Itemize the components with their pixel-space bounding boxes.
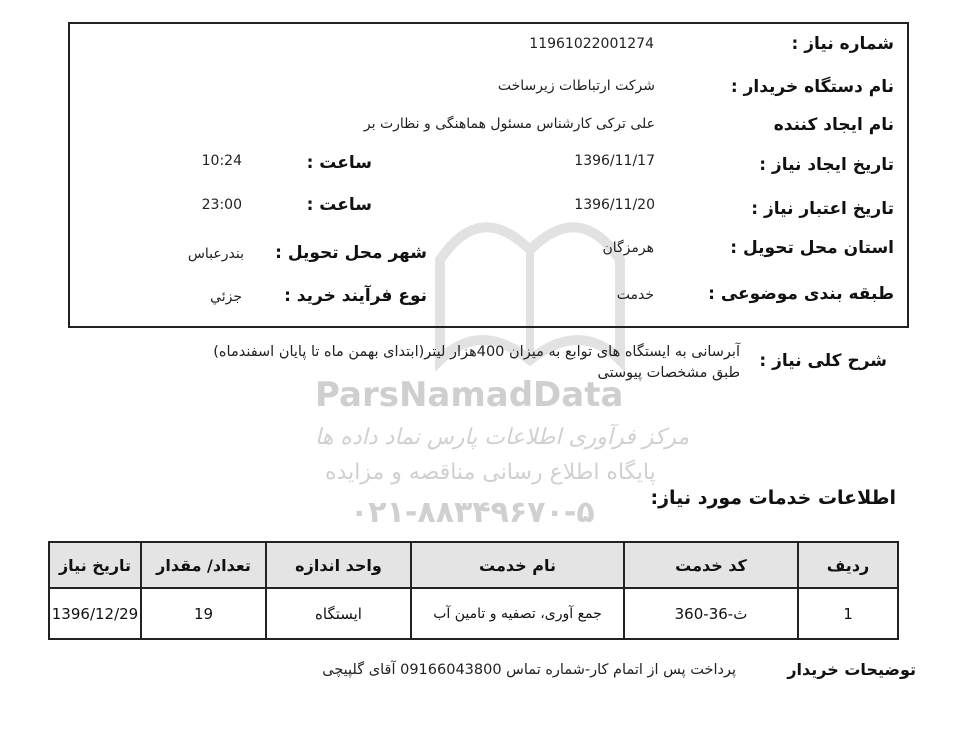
description-line2: طبق مشخصات پیوستی [597,365,740,381]
city-label: شهر محل تحویل : [275,243,427,263]
col-unit: واحد اندازه [266,542,411,588]
services-header-row [49,542,898,588]
cell-unit: ایستگاه [266,588,411,639]
buyer-notes-text: پرداخت پس از اتمام کار-شماره تماس 09166043800 آقای گلپیچی [322,662,736,678]
purchase-type-label: نوع فرآیند خرید : [284,286,427,306]
valid-date-value: 1396/11/20 [574,197,655,213]
need-number-label: شماره نیاز : [791,34,894,54]
created-time-label: ساعت : [306,153,372,173]
col-row-number: ردیف [798,542,898,588]
created-date-value: 1396/11/17 [574,153,655,169]
need-number-value: 11961022001274 [529,36,654,52]
col-need-date: تاریخ نیاز [49,542,141,588]
description-label: شرح کلی نیاز : [759,351,887,371]
created-time-value: 10:24 [201,153,242,169]
table-row [49,588,898,639]
watermark-brand: ParsNamadData [315,375,624,415]
valid-time-label: ساعت : [306,195,372,215]
province-label: استان محل تحویل : [730,238,894,258]
city-value: بندرعباس [187,246,244,262]
cell-row-number: 1 [798,588,898,639]
cell-quantity: 19 [141,588,266,639]
description-line1: آبرسانی به ایستگاه های توابع به میزان 400هزار لیتر(ابتدای بهمن ماه تا پایان اسفندماه) [213,344,740,360]
col-service-code: کد خدمت [624,542,798,588]
need-info-box [68,22,909,328]
watermark-line1: مرکز فرآوری اطلاعات پارس نماد داده ها [315,425,690,450]
province-value: هرمزگان [602,240,654,256]
category-label: طبقه بندی موضوعی : [708,284,894,304]
services-table [48,541,899,640]
buyer-org-value: شرکت ارتباطات زیرساخت [497,78,655,94]
creator-label: نام ایجاد کننده [773,115,894,135]
services-title: اطلاعات خدمات مورد نیاز: [650,487,896,509]
buyer-notes-label: توضیحات خریدار [787,660,916,679]
watermark-line2: پایگاه اطلاع رسانی مناقصه و مزایده [325,460,656,485]
col-service-name: نام خدمت [411,542,624,588]
creator-value: علی ترکی کارشناس مسئول هماهنگی و نظارت بر [363,116,655,132]
buyer-org-label: نام دستگاه خریدار : [730,77,894,97]
purchase-type-value: جزئي [210,289,242,305]
created-date-label: تاریخ ایجاد نیاز : [759,155,894,175]
valid-time-value: 23:00 [201,197,242,213]
valid-date-label: تاریخ اعتبار نیاز : [751,199,894,219]
cell-service-name: جمع آوری، تصفیه و تامین آب [411,588,624,639]
watermark-phone: ۰۲۱-۸۸۳۴۹۶۷۰-۵ [350,495,595,530]
category-value: خدمت [616,287,654,303]
cell-service-code: ث-36-360 [624,588,798,639]
col-quantity: تعداد/ مقدار [141,542,266,588]
cell-need-date: 1396/12/29 [49,588,141,639]
